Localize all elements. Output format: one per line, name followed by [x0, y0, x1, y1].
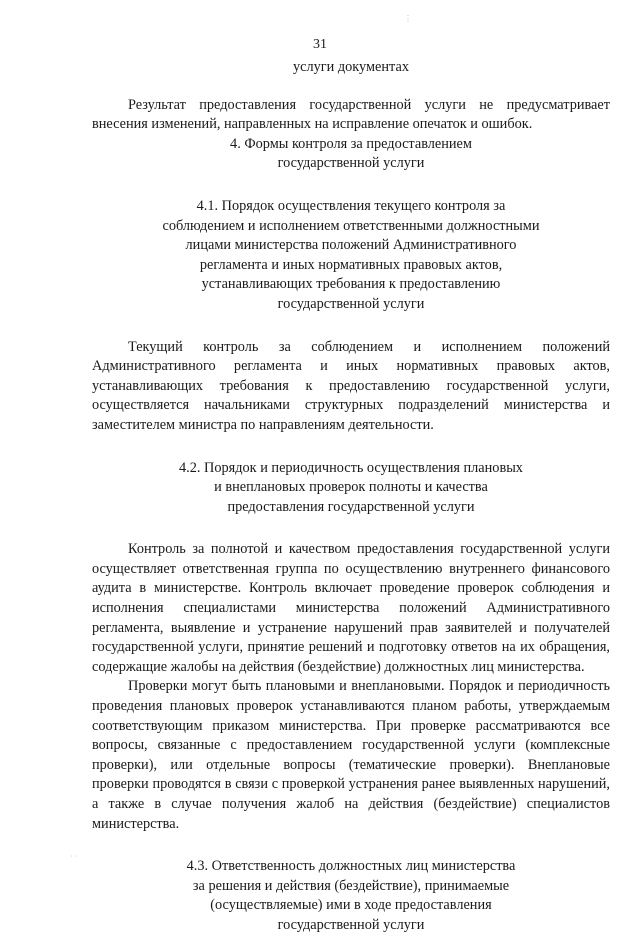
section-4-1-heading [92, 197, 610, 315]
heading-line: регламента и иных нормативных правовых актов, [199, 256, 503, 273]
heading-line: предоставления государственной услуги [227, 498, 475, 515]
heading-line: государственной услуги [277, 295, 425, 312]
heading-line: (осуществляемые) ими в ходе предоставления [210, 897, 492, 914]
section-4-3-heading [92, 857, 610, 935]
section-4-title-line-1: 4. Формы контроля за предоставлением [230, 135, 472, 152]
document-body [92, 58, 610, 936]
paragraph-result: Результат предоставления государственной услуги не предусматривает внесения изменений, направленных на исправление опечаток и ошибок. [92, 96, 610, 133]
heading-line: государственной услуги [277, 916, 425, 933]
heading-line: и внеплановых проверок полноты и качества [214, 479, 488, 496]
section-4-2-paragraph-1: Контроль за полнотой и качеством предоставления государственной услуги осуществляет ответственная группа по осуществлению внутреннего финансового аудита в министерстве. Контроль включает проведение проверок соблюдения и исполнения специалистами министерства положений Административного регламента, выявление и устранение нарушений прав заявителей и получателей государственной услуги, принятие решений и подготовку ответов на их обращения, содержащие жалобы на действия (бездействие) должностных лиц министерства. [92, 541, 610, 675]
heading-line: лицами министерства положений Административного [185, 237, 517, 254]
heading-line: устанавливающих требования к предоставлению [201, 276, 501, 293]
heading-line: 4.3. Ответственность должностных лиц министерства [186, 858, 516, 875]
scan-speck: ⋮ [404, 14, 412, 23]
page-number: 31 [313, 37, 327, 52]
heading-line: 4.1. Порядок осуществления текущего контроля за [196, 197, 506, 214]
heading-line: за решения и действия (бездействие), принимаемые [192, 877, 510, 894]
section-4-1-paragraph: Текущий контроль за соблюдением и исполнением положений Административного регламента и иных нормативных правовых актов, устанавливающих требования к предоставлению государственной услуги, осуществляется начальниками структурных подразделений министерства и заместителем министра по направлениям деятельности. [92, 338, 610, 433]
heading-line: соблюдением и исполнением ответственными должностными [162, 217, 540, 234]
continued-line: услуги документах [293, 59, 409, 75]
section-4-2-paragraph-2: Проверки могут быть плановыми и внеплановыми. Порядок и периодичность проведения плановых проверок устанавливаются планом работы, утверждаемым соответствующим приказом министерства. При проверке рассматриваются все вопросы, связанные с предоставлением государственной услуги (комплексные проверки), или отдельные вопросы (тематические проверки). Внеплановые проверки проводятся в связи с проверкой устранения ранее выявленных нарушений, а также в случае получения жалоб на действия (бездействие) специалистов министерства. [92, 678, 610, 832]
heading-line: 4.2. Порядок и периодичность осуществления плановых [179, 459, 523, 476]
section-4-2-heading [92, 459, 610, 518]
scan-speck: · · [70, 852, 78, 861]
section-4-title-line-2: государственной услуги [277, 155, 425, 172]
